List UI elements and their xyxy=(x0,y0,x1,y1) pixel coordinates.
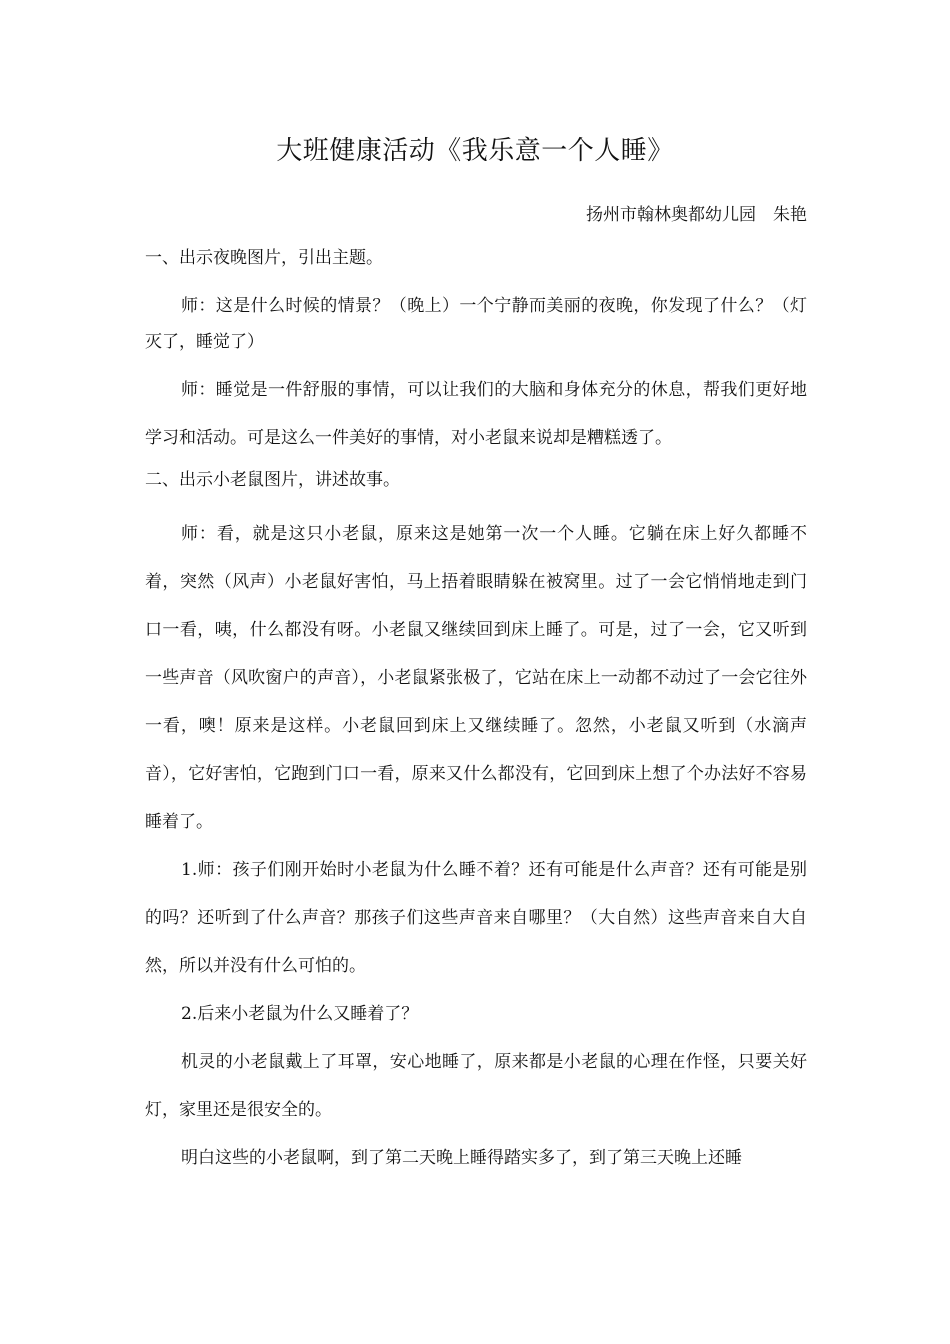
paragraph: 师：看，就是这只小老鼠，原来这是她第一次一个人睡。它躺在床上好久都睡不着，突然（风声）小老鼠好害怕，马上捂着眼睛躲在被窝里。过了一会它悄悄地走到门口一看，咦，什么都没有呀。小老鼠又继续回到床上睡了。可是，过了一会，它又听到一些声音（风吹窗户的声音），小老鼠紧张极了，它站在床上一动都不动过了一会它往外一看，噢！原来是这样。小老鼠回到床上又继续睡了。忽然，小老鼠又听到（水滴声音），它好害怕，它跑到门口一看，原来又什么都没有，它回到床上想了个办法好不容易睡着了。 xyxy=(145,524,807,832)
document-body xyxy=(145,240,807,1182)
paragraph: 师：睡觉是一件舒服的事情，可以让我们的大脑和身体充分的休息，帮我们更好地学习和活动。可是这么一件美好的事情，对小老鼠来说却是糟糕透了。 xyxy=(145,380,807,448)
paragraph: 明白这些的小老鼠啊，到了第二天晚上睡得踏实多了，到了第三天晚上还睡 xyxy=(181,1148,742,1168)
section-heading-1: 一、出示夜晚图片，引出主题。 xyxy=(145,248,383,268)
document-title: 大班健康活动《我乐意一个人睡》 xyxy=(276,136,674,166)
section-heading-2: 二、出示小老鼠图片，讲述故事。 xyxy=(145,470,400,490)
paragraph: 师：这是什么时候的情景？（晚上）一个宁静而美丽的夜晚，你发现了什么？（灯灭了，睡觉了） xyxy=(145,296,807,352)
paragraph: 机灵的小老鼠戴上了耳罩，安心地睡了，原来都是小老鼠的心理在作怪，只要关好灯，家里还是很安全的。 xyxy=(145,1052,807,1120)
paragraph: 2.后来小老鼠为什么又睡着了？ xyxy=(181,1004,419,1024)
author-line: 扬州市翰林奥都幼儿园 朱艳 xyxy=(586,205,807,225)
paragraph: 1.师：孩子们刚开始时小老鼠为什么睡不着？还有可能是什么声音？还有可能是别的吗？还听到了什么声音？那孩子们这些声音来自哪里？（大自然）这些声音来自大自然，所以并没有什么可怕的。 xyxy=(145,860,807,976)
